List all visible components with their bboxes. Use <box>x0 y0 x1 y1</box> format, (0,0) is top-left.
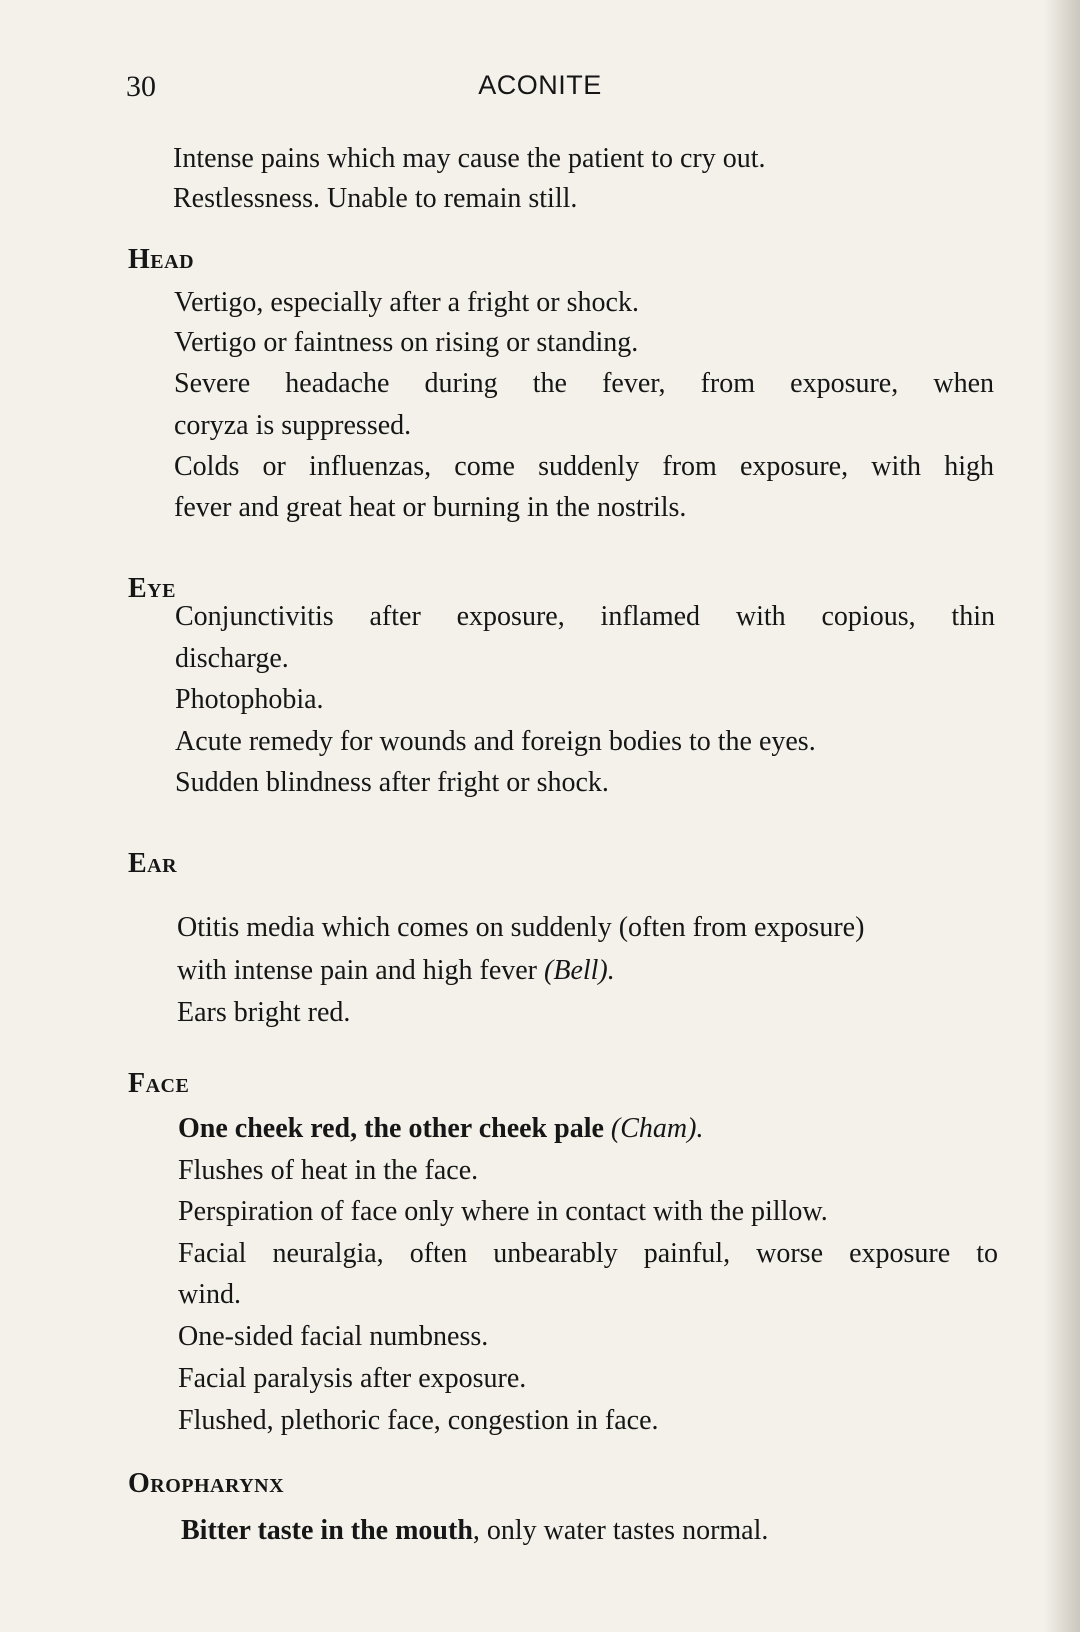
section-heading-face: Face <box>128 1068 190 1099</box>
eye-line-4: Acute remedy for wounds and foreign bodies to the eyes. <box>175 726 816 757</box>
face-line-4: Facial neuralgia, often unbearably painful, worse exposure to <box>178 1238 998 1269</box>
running-title: ACONITE <box>478 70 602 100</box>
eye-line-1: Conjunctivitis after exposure, inflamed with copious, thin <box>175 601 995 632</box>
head-line-4: coryza is suppressed. <box>174 410 412 441</box>
section-heading-eye: Eye <box>128 573 176 604</box>
section-heading-head: Head <box>128 244 195 275</box>
section-heading-oropharynx: Oropharynx <box>128 1468 285 1499</box>
ear-line-3: Ears bright red. <box>177 997 351 1028</box>
eye-line-3: Photophobia. <box>175 684 324 715</box>
ear-line-2-text: with intense pain and high fever <box>177 955 545 986</box>
face-line-5: wind. <box>178 1279 241 1310</box>
head-line-1: Vertigo, especially after a fright or shock. <box>174 287 639 318</box>
page-number: 30 <box>126 70 156 103</box>
oropharynx-line-1 <box>181 1514 768 1548</box>
face-line-1 <box>178 1112 703 1146</box>
section-heading-ear: Ear <box>128 848 178 879</box>
face-line-8: Flushed, plethoric face, congestion in face. <box>178 1405 659 1436</box>
oropharynx-line-rest: , only water tastes normal. <box>472 1515 769 1546</box>
face-line-7: Facial paralysis after exposure. <box>178 1363 527 1394</box>
running-header <box>0 70 1080 110</box>
page-edge-shadow <box>1044 0 1080 1632</box>
head-line-5: Colds or influenzas, come suddenly from exposure, with high <box>174 451 994 482</box>
oropharynx-keynote-bold: Bitter taste in the mouth <box>181 1515 473 1546</box>
eye-line-2: discharge. <box>175 643 289 674</box>
face-line-2: Flushes of heat in the face. <box>178 1155 479 1186</box>
face-line-3: Perspiration of face only where in contact with the pillow. <box>178 1196 828 1227</box>
face-keynote-bold: One cheek red, the other cheek pale <box>178 1113 604 1144</box>
face-line-6: One-sided facial numbness. <box>178 1321 489 1352</box>
ear-line-1: Otitis media which comes on suddenly (often from exposure) <box>177 912 865 943</box>
head-line-6: fever and great heat or burning in the nostrils. <box>174 492 687 523</box>
head-line-2: Vertigo or faintness on rising or standing. <box>174 327 639 358</box>
head-line-3: Severe headache during the fever, from exposure, when <box>174 368 994 399</box>
intro-line-2: Restlessness. Unable to remain still. <box>173 183 578 214</box>
remedy-reference-bell: (Bell). <box>544 955 615 986</box>
intro-line-1: Intense pains which may cause the patient to cry out. <box>173 143 766 174</box>
eye-line-5: Sudden blindness after fright or shock. <box>175 767 609 798</box>
remedy-reference-cham: (Cham). <box>603 1113 704 1144</box>
ear-line-2 <box>177 954 615 988</box>
